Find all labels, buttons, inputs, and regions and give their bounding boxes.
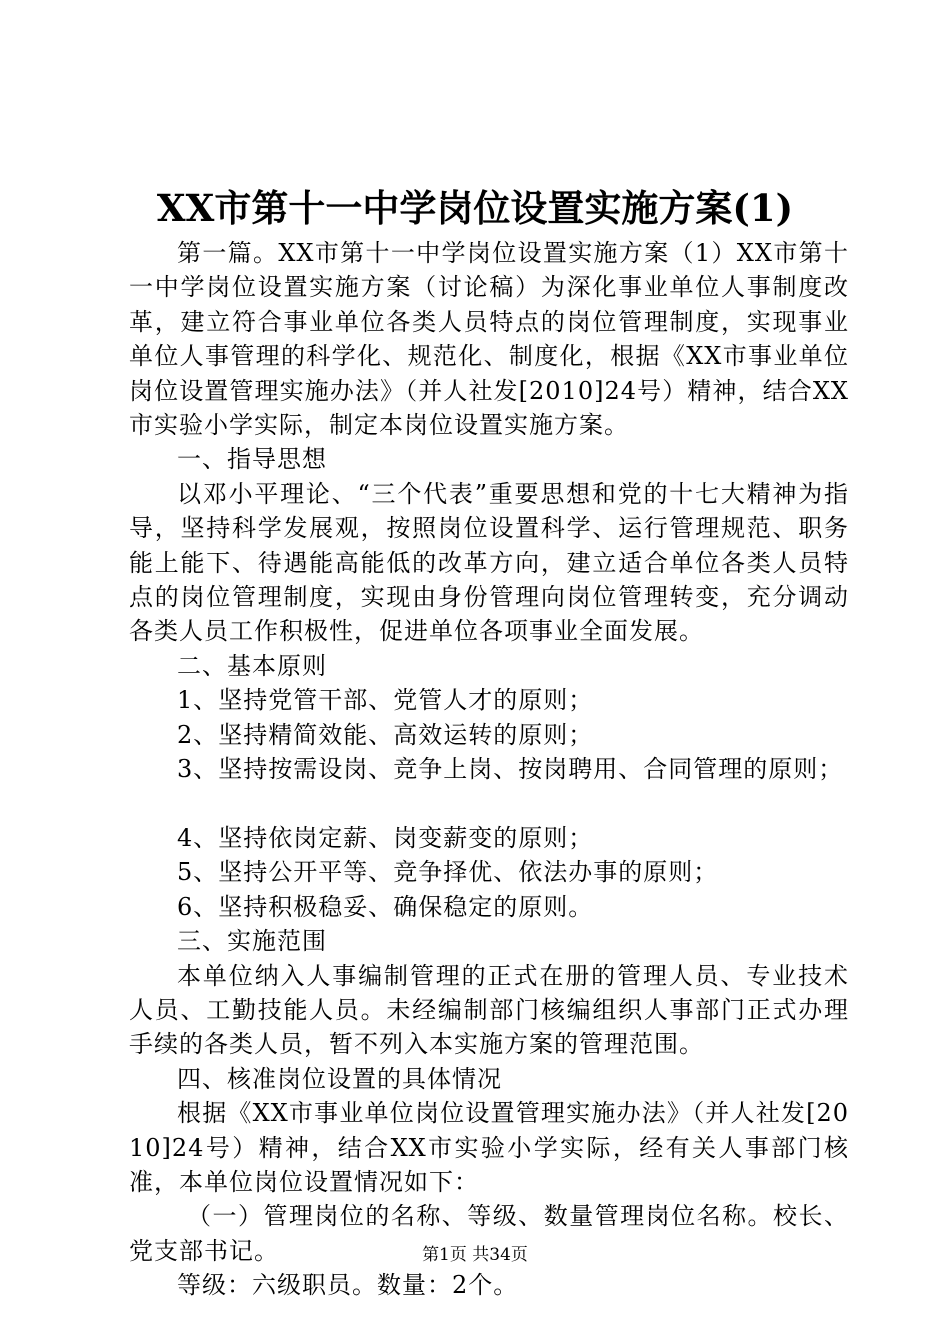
principle-item: 4、坚持依岗定薪、岗变薪变的原则； [177, 823, 594, 852]
document-body [129, 236, 849, 1303]
principle-item: 5、坚持公开平等、竞争择优、依法办事的原则； [177, 858, 719, 887]
principle-item: 2、坚持精简效能、高效运转的原则； [177, 720, 594, 749]
section-heading-basic-principles: 二、基本原则 [177, 651, 327, 680]
section-heading-approved-positions: 四、核准岗位设置的具体情况 [177, 1064, 502, 1093]
section-heading-guiding-thought: 一、指导思想 [177, 445, 327, 474]
blank-line [129, 787, 849, 821]
paragraph-grade-quantity: 等级：六级职员。数量：2个。 [177, 1271, 519, 1300]
page-number-footer: 第1页 共34页 [422, 1245, 528, 1265]
paragraph-guiding-thought: 以邓小平理论、“三个代表”重要思想和党的十七大精神为指导，坚持科学发展观，按照岗位设置科学、运行管理规范、职务能上能下、待遇能高能低的改革方向，建立适合单位各类人员特点的岗位管理制度，实现由身份管理向岗位管理转变，充分调动各类人员工作积极性，促进单位各项事业全面发展。 [129, 479, 849, 646]
section-heading-scope: 三、实施范围 [177, 927, 327, 956]
paragraph-approved-positions: 根据《XX市事业单位岗位设置管理实施办法》（并人社发[2010]24号）精神，结合XX市实验小学实际，经有关人事部门核准，本单位岗位设置情况如下： [129, 1099, 849, 1196]
principle-item: 6、坚持积极稳妥、确保稳定的原则。 [177, 892, 594, 921]
paragraph-management-positions: （一）管理岗位的名称、等级、数量管理岗位名称。校长、党支部书记。 [129, 1202, 849, 1265]
paragraph-intro: 第一篇。XX市第十一中学岗位设置实施方案（1）XX市第十一中学岗位设置实施方案（讨论稿）为深化事业单位人事制度改革，建立符合事业单位各类人员特点的岗位管理制度，实现事业单位人事管理的科学化、规范化、制度化，根据《XX市事业单位岗位设置管理实施办法》（并人社发[2010]24号）精神，结合XX市实验小学实际，制定本岗位设置实施方案。 [129, 239, 849, 440]
paragraph-scope: 本单位纳入人事编制管理的正式在册的管理人员、专业技术人员、工勤技能人员。未经编制部门核编组织人事部门正式办理手续的各类人员，暂不列入本实施方案的管理范围。 [129, 961, 849, 1059]
document-title: XX市第十一中学岗位设置实施方案(1) [156, 186, 794, 230]
principle-item: 3、坚持按需设岗、竞争上岗、按岗聘用、合同管理的原则； [177, 755, 844, 784]
principle-item: 1、坚持党管干部、党管人才的原则； [177, 686, 594, 715]
